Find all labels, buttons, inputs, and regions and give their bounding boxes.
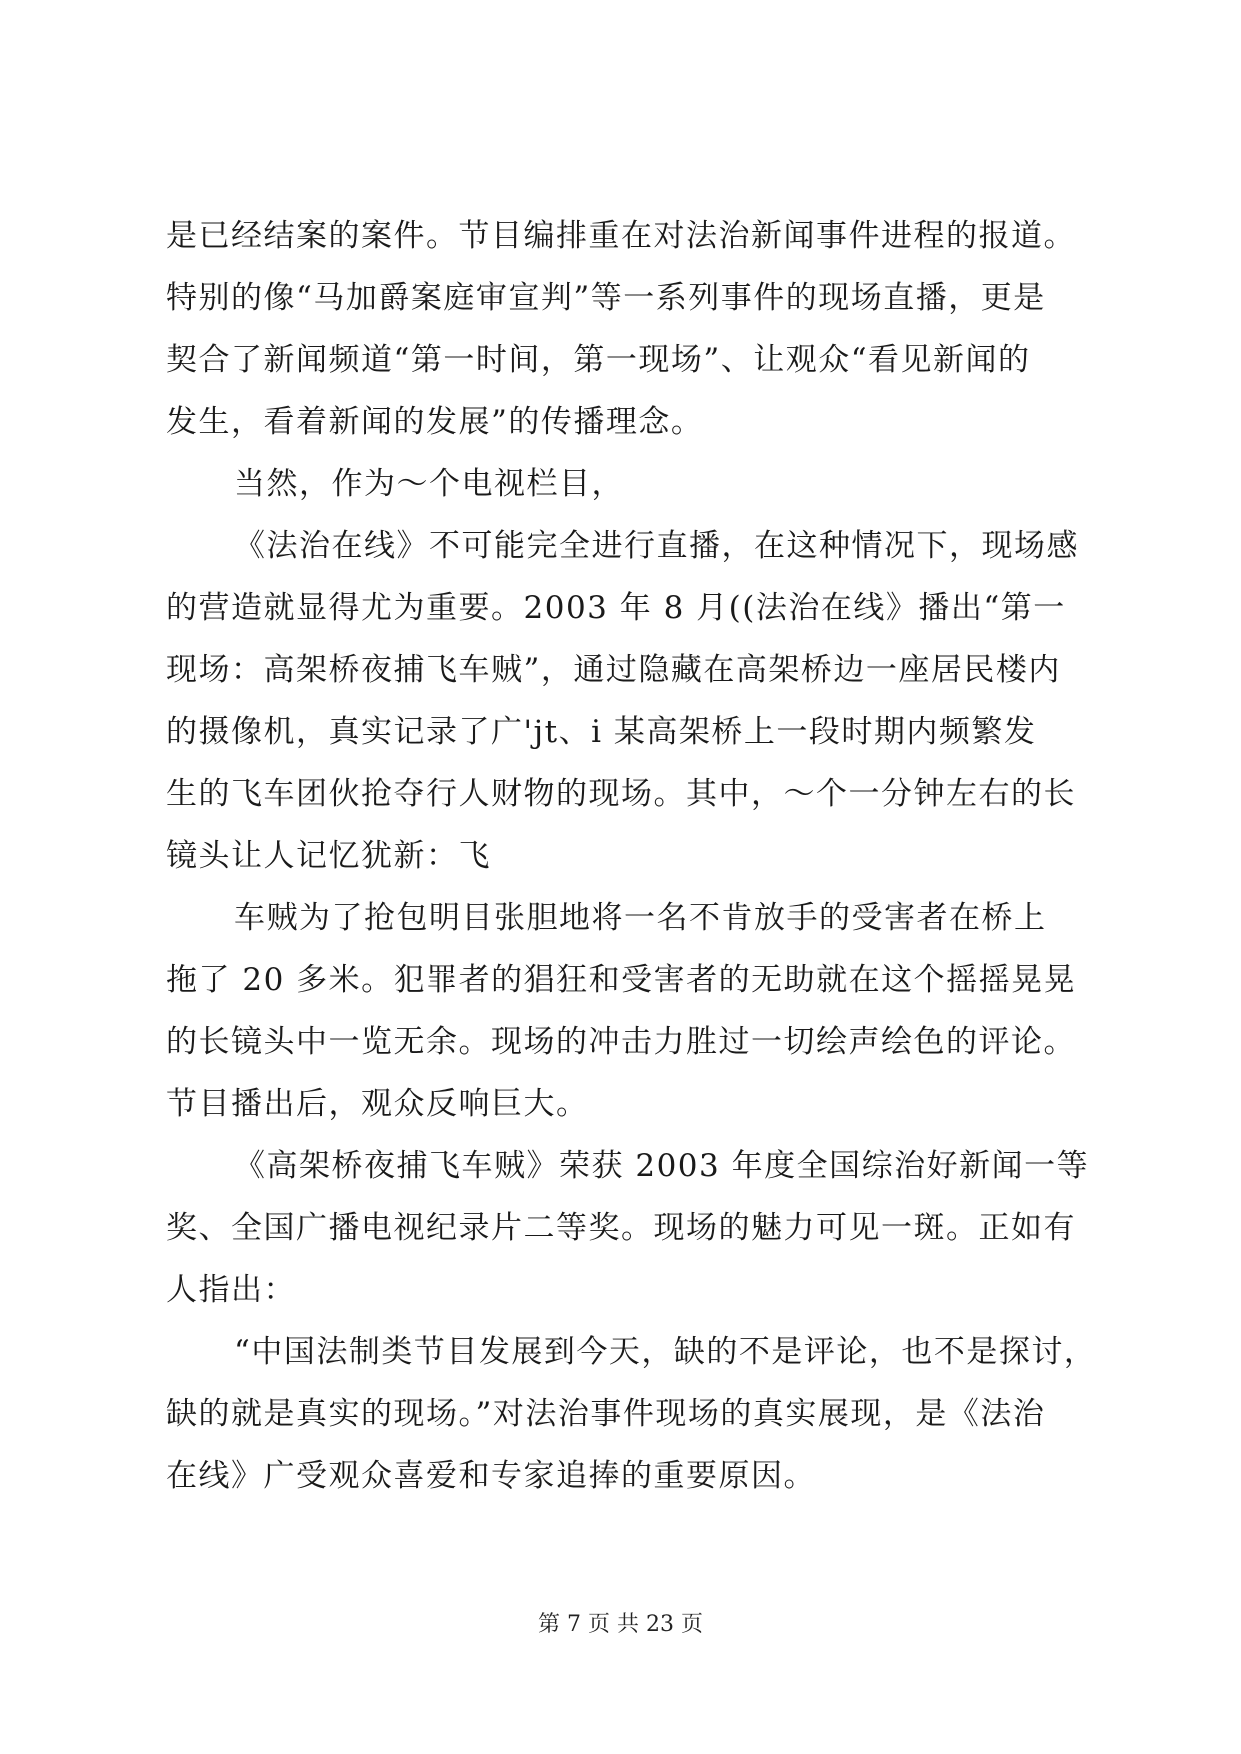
text-line: 的营造就显得尤为重要。2003 年 8 月((法治在线》播出“第一 bbox=[166, 590, 1066, 626]
paragraph-5 bbox=[166, 1135, 1090, 1321]
text-line: 人指出： bbox=[166, 1272, 296, 1308]
text-line: 发生，看着新闻的发展”的传播理念。 bbox=[166, 404, 704, 440]
paragraph-3 bbox=[166, 515, 1086, 887]
document-body bbox=[166, 205, 1097, 1507]
page-number-footer: 第 7 页 共 23 页 bbox=[538, 1612, 703, 1637]
text-line: 《高架桥夜捕飞车贼》荣获 2003 年度全国综治好新闻一等 bbox=[234, 1148, 1090, 1184]
paragraph-1 bbox=[166, 205, 1086, 453]
paragraph-4 bbox=[166, 887, 1086, 1135]
paragraph-2 bbox=[166, 453, 1086, 515]
text-line: 的摄像机，真实记录了广'jt、i 某高架桥上一段时期内频繁发 bbox=[166, 714, 1037, 750]
text-line: 的长镜头中一览无余。现场的冲击力胜过一切绘声绘色的评论。 bbox=[166, 1024, 1076, 1060]
text-line: 是已经结案的案件。节目编排重在对法治新闻事件进程的报道。 bbox=[166, 218, 1076, 254]
text-line: 契合了新闻频道“第一时间，第一现场”、让观众“看见新闻的 bbox=[166, 342, 1031, 378]
text-line: 《法治在线》不可能完全进行直播，在这种情况下，现场感 bbox=[234, 528, 1079, 564]
text-line: 在线》广受观众喜爱和专家追捧的重要原因。 bbox=[166, 1458, 816, 1494]
text-line: 当然，作为～个电视栏目， bbox=[234, 466, 624, 502]
text-line: 特别的像“马加爵案庭审宣判”等一系列事件的现场直播，更是 bbox=[166, 280, 1046, 316]
paragraph-6 bbox=[166, 1321, 1097, 1507]
text-line: 生的飞车团伙抢夺行人财物的现场。其中，～个一分钟左右的长 bbox=[166, 776, 1076, 812]
text-line: 现场：高架桥夜捕飞车贼”，通过隐藏在高架桥边一座居民楼内 bbox=[166, 652, 1061, 688]
text-line: 奖、全国广播电视纪录片二等奖。现场的魅力可见一斑。正如有 bbox=[166, 1210, 1076, 1246]
text-line: 节目播出后，观众反响巨大。 bbox=[166, 1086, 589, 1122]
text-line: “中国法制类节目发展到今天，缺的不是评论，也不是探讨， bbox=[234, 1334, 1097, 1370]
text-line: 车贼为了抢包明目张胆地将一名不肯放手的受害者在桥上 bbox=[234, 900, 1047, 936]
text-line: 缺的就是真实的现场。”对法治事件现场的真实展现，是《法治 bbox=[166, 1396, 1046, 1432]
text-line: 镜头让人记忆犹新：飞 bbox=[166, 838, 491, 874]
text-line: 拖了 20 多米。犯罪者的猖狂和受害者的无助就在这个摇摇晃晃 bbox=[166, 962, 1077, 998]
